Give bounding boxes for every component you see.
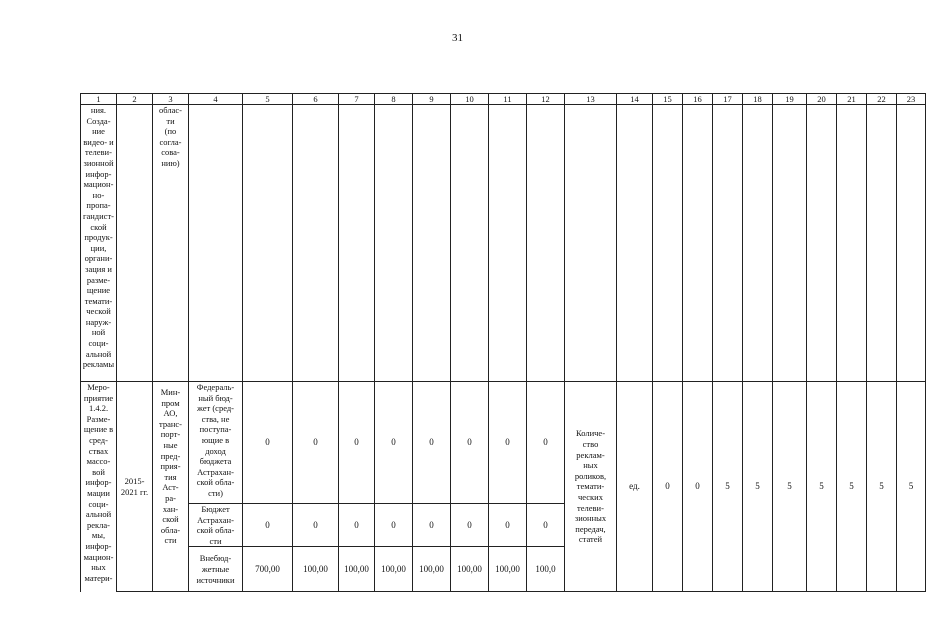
funding-value: 100,00 <box>451 547 489 592</box>
empty-cell <box>867 105 897 382</box>
column-number: 15 <box>653 94 683 105</box>
column-number: 12 <box>527 94 565 105</box>
column-number: 8 <box>375 94 413 105</box>
funding-value: 0 <box>339 504 375 547</box>
event-description: Меро- приятие 1.4.2. Разме- щение в сред- ствах массо- вой инфор- мации соци- альной рекла- мы, инфор- мацион- ных матери- <box>81 382 117 592</box>
column-number: 7 <box>339 94 375 105</box>
column-number: 21 <box>837 94 867 105</box>
column-number: 18 <box>743 94 773 105</box>
column-number: 23 <box>897 94 926 105</box>
funding-value: 0 <box>451 382 489 504</box>
empty-cell <box>489 105 527 382</box>
funding-value: 0 <box>489 504 527 547</box>
program-table <box>80 93 926 592</box>
empty-cell <box>653 105 683 382</box>
empty-cell <box>451 105 489 382</box>
column-number: 3 <box>153 94 189 105</box>
column-number: 11 <box>489 94 527 105</box>
empty-cell <box>339 105 375 382</box>
funding-value: 100,00 <box>339 547 375 592</box>
executor-cell: Мин- пром АО, транс- порт- ные пред- прия- тия Аст- ра- хан- ской обла- сти <box>153 382 189 592</box>
empty-cell <box>117 105 153 382</box>
funding-value: 0 <box>243 382 293 504</box>
target-value: 5 <box>807 382 837 592</box>
column-number: 1 <box>81 94 117 105</box>
funding-value: 100,00 <box>413 547 451 592</box>
column-number: 17 <box>713 94 743 105</box>
column-number: 2 <box>117 94 153 105</box>
empty-cell <box>565 105 617 382</box>
funding-value: 0 <box>243 504 293 547</box>
empty-cell <box>243 105 293 382</box>
empty-cell <box>773 105 807 382</box>
column-number: 22 <box>867 94 897 105</box>
empty-cell <box>375 105 413 382</box>
funding-value: 0 <box>527 504 565 547</box>
empty-cell <box>837 105 867 382</box>
target-value: 0 <box>653 382 683 592</box>
column-number: 9 <box>413 94 451 105</box>
unit-cell: ед. <box>617 382 653 592</box>
empty-cell <box>713 105 743 382</box>
target-value: 0 <box>683 382 713 592</box>
period-cell: 2015- 2021 гг. <box>117 382 153 592</box>
funding-value: 100,00 <box>375 547 413 592</box>
funding-value: 0 <box>413 382 451 504</box>
funding-value: 0 <box>375 382 413 504</box>
indicator-cell: Количе- ство реклам- ных роликов, темати- ческих телеви- зионных передач, статей <box>565 382 617 592</box>
empty-cell <box>413 105 451 382</box>
target-value: 5 <box>743 382 773 592</box>
funding-value: 0 <box>293 504 339 547</box>
target-value: 5 <box>713 382 743 592</box>
executor-cell: облас- ти (по согла- сова- нию) <box>153 105 189 382</box>
column-number: 4 <box>189 94 243 105</box>
empty-cell <box>897 105 926 382</box>
funding-value: 100,00 <box>293 547 339 592</box>
funding-source-label: Внебюд- жетные источники <box>189 547 243 592</box>
column-number: 14 <box>617 94 653 105</box>
column-number: 5 <box>243 94 293 105</box>
table-row <box>81 105 926 382</box>
funding-value: 700,00 <box>243 547 293 592</box>
funding-value: 0 <box>451 504 489 547</box>
table-row <box>81 382 926 504</box>
funding-value: 100,00 <box>489 547 527 592</box>
header-row <box>81 94 926 105</box>
target-value: 5 <box>897 382 926 592</box>
funding-value: 0 <box>413 504 451 547</box>
funding-source-label: Бюджет Астрахан- ской обла- сти <box>189 504 243 547</box>
funding-value: 0 <box>293 382 339 504</box>
funding-value: 0 <box>375 504 413 547</box>
funding-value: 100,0 <box>527 547 565 592</box>
empty-cell <box>683 105 713 382</box>
target-value: 5 <box>773 382 807 592</box>
column-number: 20 <box>807 94 837 105</box>
column-number: 16 <box>683 94 713 105</box>
funding-value: 0 <box>489 382 527 504</box>
target-value: 5 <box>837 382 867 592</box>
column-number: 13 <box>565 94 617 105</box>
empty-cell <box>527 105 565 382</box>
empty-cell <box>189 105 243 382</box>
page-number: 31 <box>452 32 463 44</box>
funding-value: 0 <box>339 382 375 504</box>
column-number: 6 <box>293 94 339 105</box>
empty-cell <box>293 105 339 382</box>
funding-value: 0 <box>527 382 565 504</box>
target-value: 5 <box>867 382 897 592</box>
empty-cell <box>617 105 653 382</box>
funding-source-label: Федераль- ный бюд- жет (сред- ства, не поступа- ющие в доход бюджета Астрахан- ской обла- сти) <box>189 382 243 504</box>
empty-cell <box>807 105 837 382</box>
column-number: 19 <box>773 94 807 105</box>
empty-cell <box>743 105 773 382</box>
column-number: 10 <box>451 94 489 105</box>
event-description: ния. Созда- ние видео- и телеви- зионной инфор- мацион- но- пропа- гандист- ской продук- ции, органи- зация и разме- щение темати- ческой наруж- ной соци- альной рекламы <box>81 105 117 382</box>
